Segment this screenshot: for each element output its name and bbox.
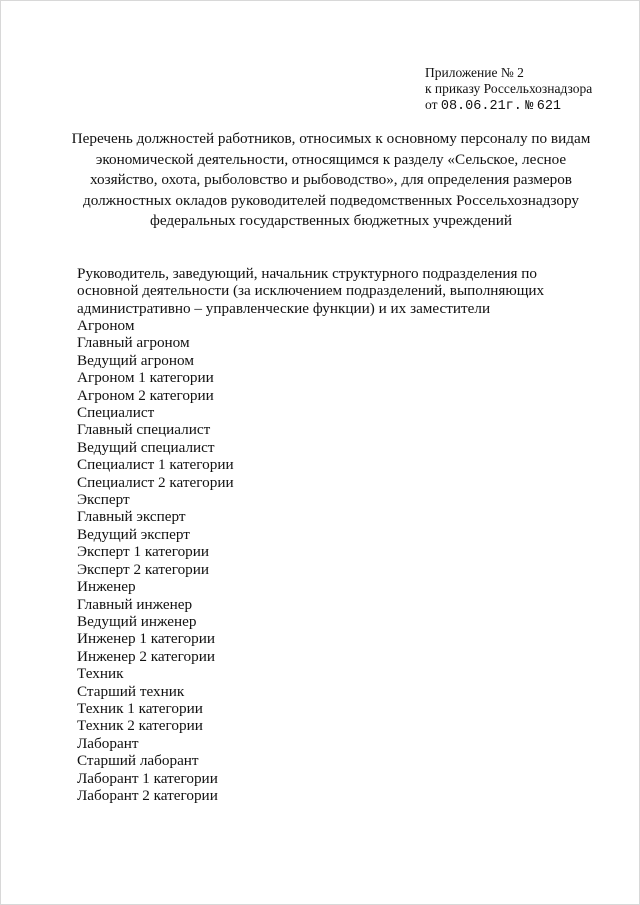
title-line: Перечень должностей работников, относимых к основному персоналу по видам bbox=[71, 130, 591, 147]
list-item: Эксперт bbox=[77, 491, 130, 509]
appendix-order-date: 08.06.21г. bbox=[440, 99, 522, 114]
title-line: хозяйство, охота, рыболовство и рыбоводство», для определения размеров bbox=[90, 171, 572, 189]
title-line: экономической деятельности, относящимся к разделу «Сельское, лесное bbox=[95, 150, 567, 168]
list-item: Главный эксперт bbox=[77, 508, 186, 526]
list-item: Лаборант 2 категории bbox=[77, 786, 218, 804]
appendix-date-prefix: от bbox=[425, 97, 438, 112]
list-item: Лаборант 1 категории bbox=[77, 769, 218, 787]
appendix-number-sign: № bbox=[525, 99, 534, 114]
list-item: Главный агроном bbox=[77, 334, 190, 352]
appendix-order-number: 621 bbox=[536, 99, 562, 114]
intro-line: Руководитель, заведующий, начальник структурного подразделения по bbox=[77, 265, 538, 282]
list-item: Специалист bbox=[77, 404, 155, 422]
list-item: Агроном 2 категории bbox=[77, 386, 214, 404]
list-item: Агроном 1 категории bbox=[77, 369, 214, 387]
list-item: Техник 2 категории bbox=[77, 717, 203, 735]
intro-line: основной деятельности (за исключением подразделений, выполняющих bbox=[77, 282, 545, 300]
list-item: Инженер 2 категории bbox=[77, 647, 215, 665]
list-item: Специалист 1 категории bbox=[77, 456, 234, 474]
list-item: Старший лаборант bbox=[77, 752, 199, 770]
appendix-order-date-line bbox=[425, 97, 592, 115]
document-title bbox=[61, 129, 601, 232]
list-item: Ведущий агроном bbox=[77, 351, 194, 369]
appendix-order-reference: к приказу Россельхознадзора bbox=[425, 81, 593, 96]
list-item: Ведущий эксперт bbox=[77, 525, 190, 543]
list-item: Лаборант bbox=[77, 734, 139, 752]
list-item: Ведущий инженер bbox=[77, 612, 197, 630]
list-item: Старший техник bbox=[77, 682, 185, 700]
list-item: Главный специалист bbox=[77, 421, 211, 439]
list-item: Ведущий специалист bbox=[77, 438, 215, 456]
list-item: Эксперт 1 категории bbox=[77, 543, 210, 561]
appendix-header bbox=[425, 65, 592, 115]
title-line: должностных окладов руководителей подведомственных Россельхознадзору bbox=[82, 191, 580, 209]
list-item: Инженер 1 категории bbox=[77, 630, 215, 648]
intro-paragraph bbox=[77, 265, 544, 317]
intro-line: административно – управленческие функции) и их заместители bbox=[77, 299, 491, 317]
list-item: Техник 1 категории bbox=[77, 699, 203, 717]
list-item: Главный инженер bbox=[77, 595, 193, 613]
positions-list bbox=[77, 317, 234, 804]
list-item: Эксперт 2 категории bbox=[77, 560, 210, 578]
title-line: федеральных государственных бюджетных учреждений bbox=[150, 212, 512, 230]
list-item: Инженер bbox=[77, 578, 136, 596]
list-item: Специалист 2 категории bbox=[77, 473, 234, 491]
list-item: Агроном bbox=[77, 317, 135, 334]
appendix-title: Приложение № 2 bbox=[425, 65, 524, 80]
list-item: Техник bbox=[77, 665, 124, 683]
